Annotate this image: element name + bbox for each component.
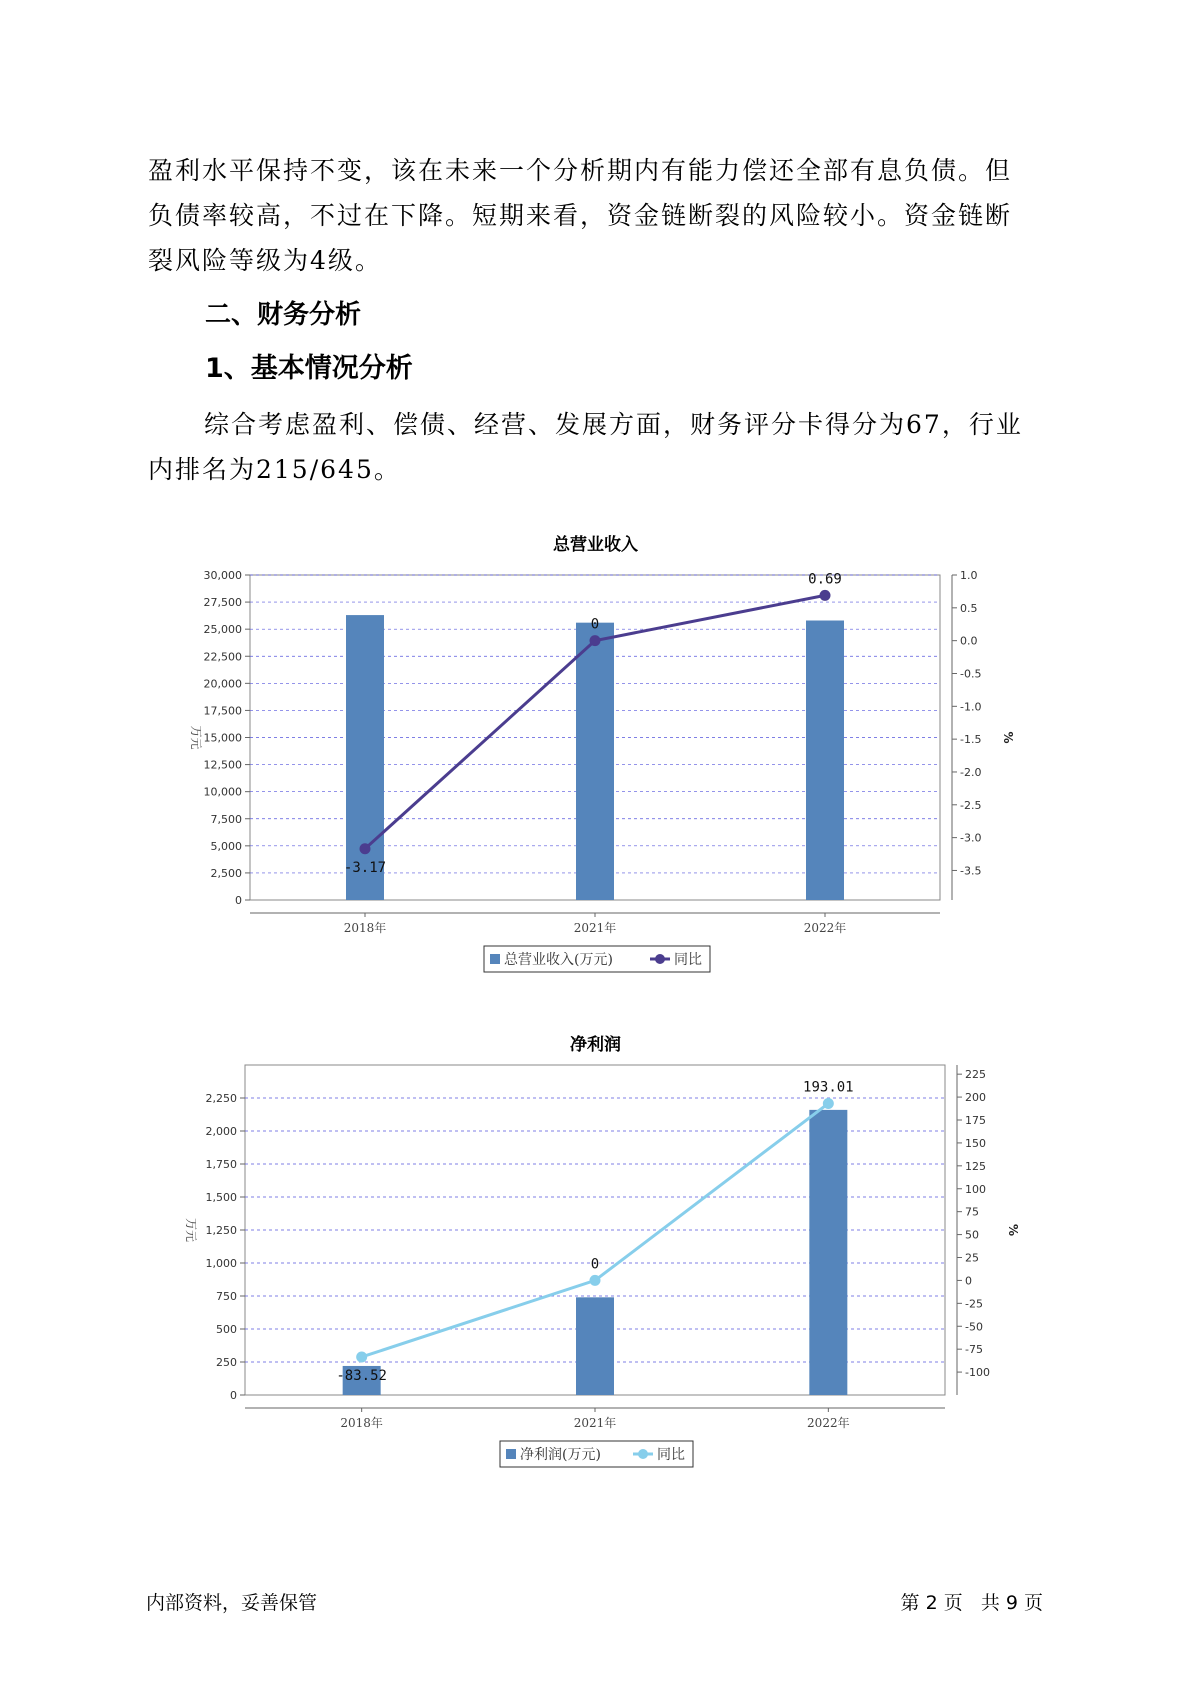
y-tick-label: 250: [216, 1356, 237, 1369]
y2-axis-title: %: [1001, 731, 1015, 744]
y2-tick-label: 1.0: [960, 569, 978, 582]
y-tick-label: 1,250: [205, 1224, 237, 1237]
y-tick-label: 17,500: [203, 704, 242, 718]
y-tick-label: 2,500: [210, 866, 242, 880]
data-label: 0: [590, 1256, 600, 1273]
yoy-point: [590, 1275, 601, 1286]
x-tick-label: 2018年: [343, 921, 387, 935]
x-tick-label: 2021年: [573, 1416, 617, 1430]
y2-tick-label: 100: [965, 1182, 986, 1196]
legend-swatch-bar: [490, 954, 500, 964]
y2-tick-label: -1.5: [960, 733, 982, 747]
y-tick-label: 27,500: [203, 596, 242, 610]
y2-axis-title: %: [1006, 1223, 1020, 1237]
y2-tick-label: 150: [965, 1136, 986, 1150]
y-tick-label: 1,000: [205, 1257, 237, 1270]
chart-title: 净利润: [570, 1035, 621, 1055]
paragraph-line: 内排名为215/645。: [148, 455, 401, 484]
x-tick-label: 2018年: [340, 1416, 383, 1430]
y2-tick-label: -0.5: [960, 667, 982, 681]
page-number: 第 2 页 共 9 页: [900, 1592, 1043, 1614]
y2-tick-label: 25: [965, 1251, 979, 1265]
y2-tick-label: -2.0: [960, 765, 982, 779]
yoy-point: [820, 590, 831, 601]
y2-tick-label: 0: [965, 1274, 972, 1288]
bar: [806, 621, 844, 901]
paragraph-line: 裂风险等级为4级。: [148, 246, 382, 275]
bar: [343, 615, 387, 900]
y-tick-label: 10,000: [203, 785, 242, 799]
y2-tick-label: 125: [965, 1159, 986, 1173]
paragraph-line: 负债率较高，不过在下降。短期来看，资金链断裂的风险较小。资金链断: [148, 201, 1013, 230]
x-tick-label: 2021年: [573, 921, 617, 935]
y2-tick-label: 175: [965, 1114, 986, 1127]
y2-tick-label: 0.0: [960, 634, 978, 648]
data-label: -83.52: [336, 1367, 387, 1384]
bar: [576, 623, 614, 900]
y-tick-label: 2,250: [205, 1092, 237, 1105]
legend-label: 同比: [657, 1447, 685, 1463]
y-axis-title: 万元: [189, 725, 203, 750]
y-tick-label: 0: [235, 894, 242, 907]
section-heading: 二、财务分析: [205, 300, 362, 330]
y-tick-label: 1,500: [205, 1191, 237, 1204]
yoy-point: [823, 1098, 834, 1109]
legend-swatch-bar: [506, 1449, 516, 1459]
bar: [809, 1110, 847, 1395]
y2-tick-label: 50: [965, 1228, 979, 1242]
x-tick-label: 2022年: [803, 921, 847, 935]
legend-swatch-point: [655, 954, 665, 964]
y-axis-title: 万元: [184, 1217, 198, 1243]
yoy-point: [360, 843, 371, 854]
y2-tick-label: 0.5: [960, 601, 978, 615]
y-tick-label: 12,500: [203, 758, 242, 772]
paragraph-risk: [148, 148, 1048, 283]
y2-tick-label: -2.5: [960, 798, 982, 812]
y-tick-label: 1,750: [205, 1158, 237, 1171]
revenue-chart: [0, 550, 1191, 1000]
y2-tick-label: -1.0: [960, 700, 982, 714]
y2-tick-label: -3.0: [960, 831, 982, 845]
legend-swatch-point: [638, 1449, 648, 1459]
chart-title: 总营业收入: [553, 535, 638, 555]
y-tick-label: 20,000: [203, 677, 242, 691]
net-profit-chart: [0, 1050, 1191, 1500]
paragraph-line: 盈利水平保持不变，该在未来一个分析期内有能力偿还全部有息负债。但: [148, 156, 1013, 185]
data-label: 0.69: [808, 571, 842, 588]
paragraph-line: 综合考虑盈利、偿债、经营、发展方面，财务评分卡得分为67，行业: [204, 410, 1023, 439]
yoy-point: [590, 635, 601, 646]
data-label: -3.17: [343, 859, 387, 876]
y2-tick-label: -3.5: [960, 864, 982, 878]
y2-tick-label: -25: [965, 1297, 983, 1311]
footer-note: 内部资料，妥善保管: [146, 1592, 318, 1614]
y-tick-label: 7,500: [210, 812, 242, 826]
y-tick-label: 25,000: [203, 623, 242, 637]
x-tick-label: 2022年: [807, 1416, 850, 1430]
y2-tick-label: 225: [965, 1068, 986, 1082]
y-tick-label: 750: [216, 1290, 237, 1303]
y-tick-label: 5,000: [210, 839, 242, 853]
data-label: 193.01: [803, 1079, 854, 1096]
paragraph-score: [148, 402, 1048, 492]
y-tick-label: 0: [230, 1389, 237, 1402]
yoy-point: [356, 1351, 367, 1362]
y-tick-label: 15,000: [203, 731, 242, 745]
subsection-heading: 1、基本情况分析: [205, 353, 413, 384]
data-label: 0: [590, 616, 600, 633]
y2-tick-label: -75: [965, 1343, 983, 1357]
y2-tick-label: 200: [965, 1091, 986, 1105]
bar: [576, 1297, 614, 1395]
y-tick-label: 2,000: [205, 1125, 237, 1138]
y2-tick-label: -50: [965, 1320, 983, 1334]
legend-label: 同比: [674, 952, 702, 968]
y-tick-label: 22,500: [203, 650, 242, 664]
legend-label: 总营业收入(万元): [504, 952, 613, 968]
y2-tick-label: 75: [965, 1205, 979, 1219]
legend-label: 净利润(万元): [520, 1447, 601, 1463]
y2-tick-label: -100: [965, 1366, 990, 1380]
y-tick-label: 500: [216, 1323, 237, 1336]
y-tick-label: 30,000: [203, 569, 242, 582]
